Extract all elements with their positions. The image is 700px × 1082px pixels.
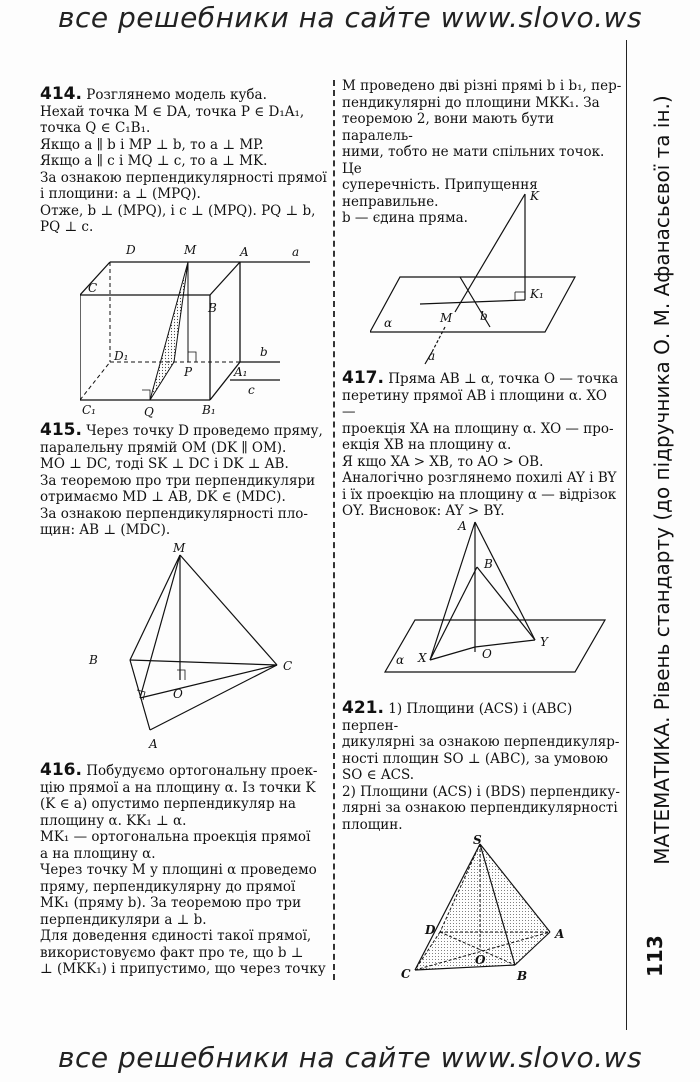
problem-number: 421. [342, 698, 384, 718]
pyramid-figure-421 [395, 832, 575, 987]
column-divider [333, 80, 335, 980]
label-D: D [126, 243, 136, 257]
label-alpha: α [384, 316, 393, 330]
label-O: O [475, 953, 486, 967]
label-Q: Q [144, 405, 154, 419]
label-B1: B₁ [202, 403, 216, 417]
text-line: MK₁ — ортогональна проекція прямої [40, 829, 311, 845]
text-line: ності площин SO ⊥ (ABC), за умовою [342, 750, 609, 767]
text-line: площину α. KK₁ ⊥ α. [40, 812, 187, 829]
text-line: лярні за ознакою перпендикулярності [342, 800, 618, 816]
text-line: проекція XA на площину α. XO — про- [342, 420, 614, 437]
plane-figure-416 [370, 182, 590, 367]
site-banner-bottom: все решебники на сайте www.slovo.ws [57, 1041, 643, 1074]
label-B: B [484, 557, 493, 571]
label-S: S [473, 833, 482, 847]
label-K: K [530, 189, 539, 203]
text-line: теоремою 2, вони мають бути паралель- [342, 111, 555, 144]
text-line: точка Q ∈ C₁B₁. [40, 120, 151, 136]
text-line: OY. Висновок: AY > BY. [342, 503, 505, 519]
label-B: B [89, 653, 98, 667]
text-line: SO ∈ ACS. [342, 767, 415, 783]
text-line: використовуємо факт про те, що b ⊥ [40, 944, 304, 961]
label-C: C [283, 659, 293, 673]
text-line: і площини: a ⊥ (MPQ). [40, 186, 201, 202]
side-rule [626, 40, 627, 1030]
text-line: 1) Площини (ACS) і (ABC) перпен- [342, 701, 573, 734]
problem-414 [40, 86, 328, 236]
label-a: a [292, 245, 300, 259]
label-A: A [555, 927, 565, 941]
problem-number: 417. [342, 368, 384, 388]
label-b: b [480, 309, 488, 323]
label-B: B [517, 969, 528, 983]
text-line: Я кщо XA > XB, то AO > OB. [342, 453, 544, 470]
label-C: C [88, 281, 98, 295]
label-K1: K₁ [530, 287, 544, 301]
label-O: O [482, 647, 492, 661]
text-line: За теоремою про три перпендикуляри [40, 472, 316, 489]
text-line: Якщо a ∥ c і MQ ⊥ c, то a ⊥ MK. [40, 153, 268, 169]
text-line: PQ ⊥ c. [40, 219, 94, 235]
text-line: і їх проекцію на площину α — відрізок [342, 486, 617, 503]
text-line: За ознакою перпендикулярності прямої [40, 169, 327, 186]
book-title: МАТЕМАТИКА. Рівень стандарту (до підручника О. М. Афанасьєвої та ін.) [650, 95, 674, 865]
text-line: За ознакою перпендикулярності пло- [40, 505, 308, 522]
label-D1: D₁ [114, 349, 129, 363]
problem-417 [342, 370, 622, 520]
text-line: перпендикуляри a ⊥ b. [40, 911, 207, 928]
text-line: a на площину α. [40, 845, 156, 862]
label-P: P [184, 365, 193, 379]
text-line: MO ⊥ DC, тоді SK ⊥ DC і DK ⊥ AB. [40, 456, 289, 472]
text-line: Через точку D проведемо пряму, [86, 423, 323, 439]
text-line: перетину прямої AB і площини α. XO — [342, 387, 607, 420]
pyramid-figure-415 [85, 540, 305, 760]
text-line: Нехай точка M ∈ DA, точка P ∈ D₁A₁, [40, 103, 305, 120]
problem-number: 416. [40, 760, 82, 780]
text-line: (K ∈ a) опустимо перпендикуляр на [40, 796, 296, 812]
problem-415 [40, 422, 328, 539]
text-line: дикулярні за ознакою перпендикуляр- [342, 734, 620, 750]
cube-figure [80, 240, 330, 420]
label-A: A [240, 245, 249, 259]
text-line: Побудуємо ортогональну проек- [86, 763, 318, 779]
text-line: M проведено дві різні прямі b і b₁, пер- [342, 78, 622, 94]
text-line: Аналогічно розглянемо похилі AY і BY [342, 470, 617, 486]
label-Y: Y [540, 635, 548, 649]
text-line: Пряма AB ⊥ α, точка O — точка [388, 371, 619, 387]
text-line: пряму, перпендикулярну до прямої [40, 878, 296, 895]
label-b: b [260, 345, 268, 359]
text-line: Якщо a ∥ b і MP ⊥ b, то a ⊥ MP. [40, 136, 264, 153]
label-M: M [173, 541, 186, 555]
text-line: 2) Площини (ACS) і (BDS) перпендику- [342, 783, 620, 800]
problem-416 [40, 762, 328, 978]
problem-421 [342, 700, 622, 833]
label-X: X [418, 651, 427, 665]
text-line: щин: AB ⊥ (MDC). [40, 522, 171, 538]
text-line: екція XB на площину α. [342, 437, 512, 453]
label-A: A [458, 519, 467, 533]
text-line: ними, тобто не мати спільних точок. Це [342, 144, 605, 177]
text-line: пендикулярні до площини MKK₁. За [342, 94, 600, 111]
text-line: паралельну прямій OM (DK ∥ OM). [40, 439, 287, 456]
text-line: суперечність. Припущення неправильне. [342, 177, 538, 210]
text-line: ⊥ (MKK₁) і припустимо, що через точку [40, 961, 326, 977]
label-O: O [173, 687, 183, 701]
label-C: C [401, 967, 411, 981]
text-line: Розглянемо модель куба. [86, 87, 267, 103]
text-line: b — єдина пряма. [342, 210, 468, 226]
label-B: B [208, 301, 217, 315]
label-a: a [428, 349, 436, 363]
label-alpha: α [396, 653, 405, 667]
text-line: Через точку M у площині α проведемо [40, 862, 317, 878]
problem-number: 414. [40, 84, 82, 104]
text-line: Отже, b ⊥ (MPQ), і c ⊥ (MPQ). PQ ⊥ b, [40, 202, 316, 219]
label-M: M [440, 311, 453, 325]
book-title-strip [632, 40, 692, 920]
label-D: D [425, 923, 436, 937]
label-A1: A₁ [234, 365, 248, 379]
text-line: площин. [342, 816, 403, 833]
text-line: отримаємо MD ⊥ AB, DK ∈ (MDC). [40, 489, 286, 505]
label-C1: C₁ [82, 403, 96, 417]
problem-number: 415. [40, 420, 82, 440]
text-line: Для доведення єдиності такої прямої, [40, 928, 312, 944]
page-number: 113 [643, 935, 667, 977]
page-number-box [640, 935, 670, 980]
plane-figure-417 [380, 512, 610, 692]
site-banner-top: все решебники на сайте www.slovo.ws [57, 1, 643, 34]
text-line: MK₁ (пряму b). За теоремою про три [40, 895, 302, 911]
label-M: M [184, 243, 197, 257]
label-A: A [149, 737, 158, 751]
label-c: c [248, 383, 255, 397]
text-line: цію прямої a на площину α. Із точки K [40, 779, 316, 796]
